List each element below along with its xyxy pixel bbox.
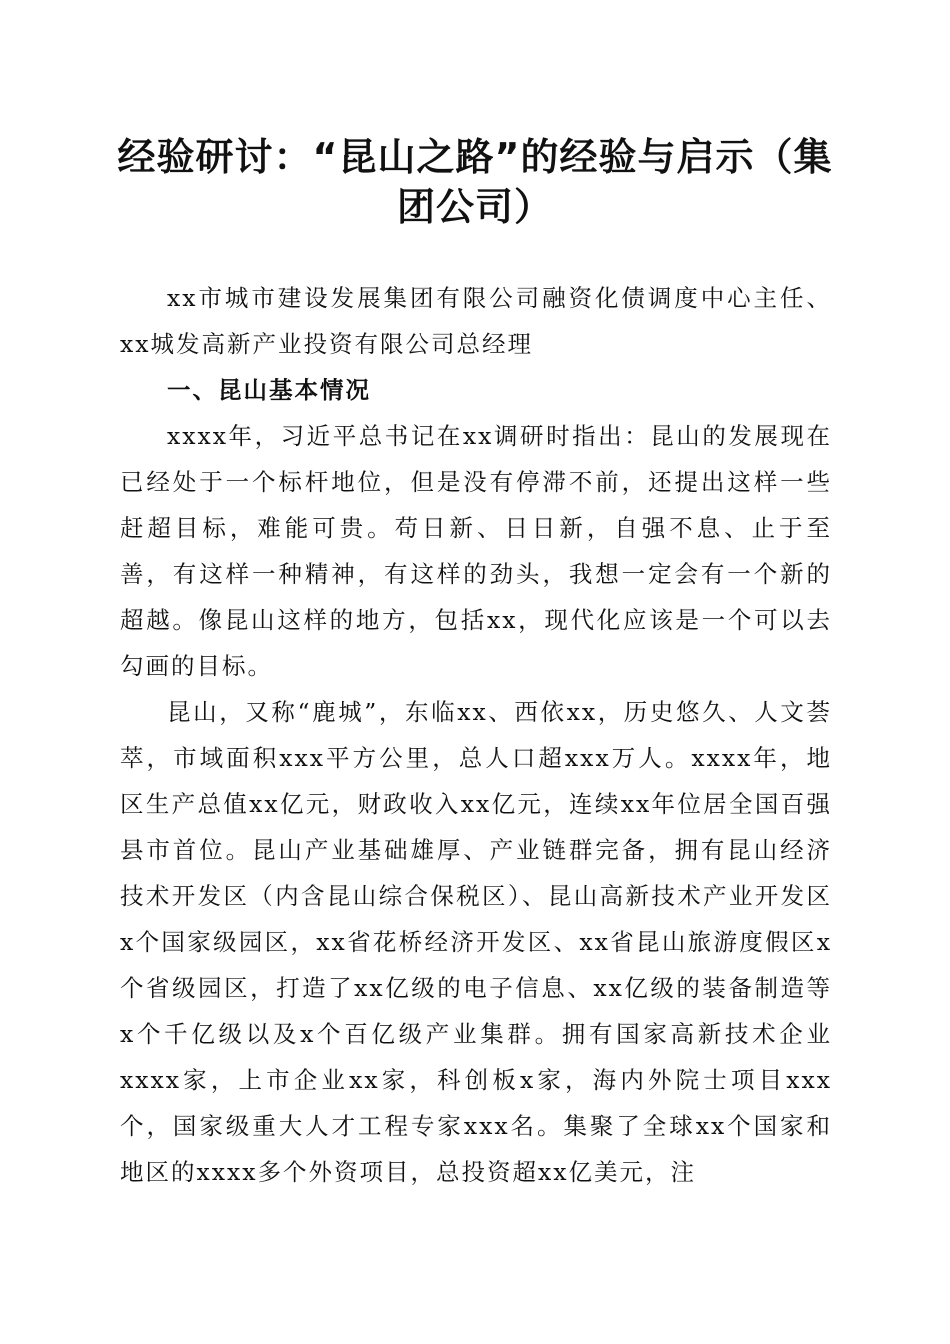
body-paragraph: xxxx年，习近平总书记在xx调研时指出：昆山的发展现在已经处于一个标杆地位，但是没有停滞不前，还提出这样一些赶超目标，难能可贵。苟日新、日日新，自强不息、止于至善，有这样一种精神，有这样的劲头，我想一定会有一个新的超越。像昆山这样的地方，包括xx，现代化应该是一个可以去勾画的目标。 [120, 422, 832, 680]
section-heading: 一、昆山基本情况 [167, 376, 371, 404]
author-line: xx市城市建设发展集团有限公司融资化债调度中心主任、xx城发高新产业投资有限公司总经理 [120, 284, 832, 358]
body-paragraph: 昆山，又称“鹿城”，东临xx、西依xx，历史悠久、人文荟萃，市域面积xxx平方公里，总人口超xxx万人。xxxx年，地区生产总值xx亿元，财政收入xx亿元，连续xx年位居全国百强县市首位。昆山产业基础雄厚、产业链群完备，拥有昆山经济技术开发区（内含昆山综合保税区）、昆山高新技术产业开发区x个国家级园区，xx省花桥经济开发区、xx省昆山旅游度假区x个省级园区，打造了xx亿级的电子信息、xx亿级的装备制造等x个千亿级以及x个百亿级产业集群。拥有国家高新技术企业xxxx家，上市企业xx家，科创板x家，海内外院士项目xxx个，国家级重大人才工程专家xxx名。集聚了全球xx个国家和地区的xxxx多个外资项目，总投资超xx亿美元，注 [120, 698, 832, 1186]
document-title: 经验研讨：“昆山之路”的经验与启示（集团公司） [117, 135, 833, 229]
document-body [120, 275, 832, 1195]
